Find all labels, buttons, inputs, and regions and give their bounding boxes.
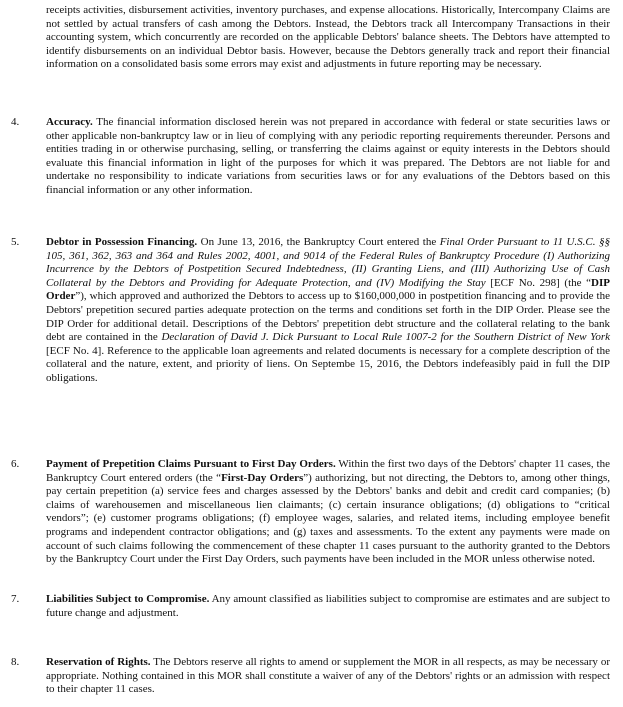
item-7-paragraph bbox=[46, 593, 610, 620]
item-7-heading: Liabilities Subject to Compromise. bbox=[46, 593, 210, 605]
item-8-heading: Reservation of Rights. bbox=[46, 656, 151, 668]
item-8-paragraph bbox=[46, 656, 610, 697]
item-5-text-2: [ECF No. 298] (the “ bbox=[485, 276, 592, 289]
item-5-number: 5. bbox=[11, 236, 20, 248]
item-8-number: 8. bbox=[11, 656, 20, 668]
intro-paragraph bbox=[46, 4, 610, 72]
item-5-paragraph bbox=[46, 236, 610, 386]
item-5-defined-term: DIP Order bbox=[46, 276, 610, 303]
item-4-paragraph bbox=[46, 116, 610, 198]
item-7-text: Any amount classified as liabilities subject to compromise are estimates and are subject to future change and adjustment. bbox=[46, 593, 610, 619]
item-7-number: 7. bbox=[11, 593, 20, 605]
item-4-text: The financial information disclosed herein was not prepared in accordance with federal or state securities laws or other applicable non-bankruptcy law or in lieu of complying with any periodic reporting requirements thereunder. Persons and entities trading in or otherwise purchasing, selling, or transferring the claims against or equity interests in the Debtors should evaluate this financial information in light of the purposes for which it was prepared. The Debtors are not liable for and undertake no responsibility to indicate variations from securities laws or for any evaluations of the Debtors based on this financial information or any other information. bbox=[46, 116, 610, 196]
item-4-heading: Accuracy. bbox=[46, 116, 93, 128]
item-5-declaration-title: Declaration of David J. Dick Pursuant to Local Rule 1007-2 for the Southern District of New York bbox=[161, 331, 610, 344]
item-5-heading: Debtor in Possession Financing. bbox=[46, 236, 198, 248]
item-5-text-3: ”), which approved and authorized the Debtors to access up to $160,000,000 in postpetition financing and to provide the Debtors' prepetition secured parties adequate protection on the terms and conditions set forth in the DIP Order. Please see the DIP Order for additional detail. Descriptions of the Debtors' prepetition debt structure and the collateral relating to the bank debt are contained in the bbox=[46, 290, 610, 344]
item-6-heading: Payment of Prepetition Claims Pursuant to First Day Orders. bbox=[46, 458, 336, 470]
item-8-text: The Debtors reserve all rights to amend or supplement the MOR in all respects, as may be necessary or appropriate. Nothing contained in this MOR shall constitute a waiver of any of the Debtors' rights or an admission with respect to their chapter 11 cases. bbox=[46, 656, 610, 696]
item-6-paragraph bbox=[46, 458, 610, 567]
item-6-text-2: ”) authorizing, but not directing, the Debtors to, among other things, pay certain prepetition (a) service fees and charges assessed by the Debtors' banks and debit and credit card companies; (b) claims of warehousemen and miscellaneous lien claimants; (c) certain insurance obligations; (d) obligations to “critical vendors”; (e) customer programs obligations; (f) employee wages, salaries, and related items, including employee benefit programs and independent contractor obligations; and (g) taxes and assessments. To the extent any payments were made on account of such claims following the commencement of these chapter 11 cases pursuant to the authority granted to the Debtors by the Bankruptcy Court under the First Day Orders, such payments have been included in the MOR unless otherwise noted. bbox=[46, 471, 611, 566]
item-5-order-title: Final Order Pursuant to 11 U.S.C. §§ 105, 361, 362, 363 and 364 and Rules 2002, 4001, and 9014 of the Federal Rules of Bankruptcy Procedure (I) Authorizing Incurrence by the Debtors of Postpetition Secured Indebtedness, (II) Granting Liens, and (III) Authorizing Use of Cash Collateral by the Debtors and Providing for Adequate Protection, and (IV) Modifying the Stay bbox=[46, 236, 610, 289]
item-5-text-4: [ECF No. 4]. Reference to the applicable loan agreements and related documents is necessary for a complete description of the collateral and the nature, extent, and priority of liens. On Septembe 15, 2016, the Debtors indefeasibly paid in full the DIP obligations. bbox=[46, 344, 610, 384]
item-4-number: 4. bbox=[11, 116, 20, 128]
item-6-defined-term: First-Day Orders bbox=[221, 471, 304, 484]
item-6-number: 6. bbox=[11, 458, 20, 470]
intro-text: receipts activities, disbursement activities, inventory purchases, and expense allocations. Historically, Intercompany Claims are not settled by actual transfers of cash among the Debtors. Instead, the Debtors track all Intercompany Transactions in their accounting system, which concurrently are recorded on the applicable Debtors' balance sheets. The Debtors have attempted to identify disbursements on an individual Debtor basis. However, because the Debtors generally track and report their financial information on a consolidated basis some errors may exist and adjustments in future reporting may be necessary. bbox=[46, 4, 610, 71]
item-6-text-1: Within the first two days of the Debtors' chapter 11 cases, the Bankruptcy Court entered orders (the “ bbox=[46, 458, 610, 484]
item-5-text-1: On June 13, 2016, the Bankruptcy Court entered the bbox=[197, 236, 440, 248]
